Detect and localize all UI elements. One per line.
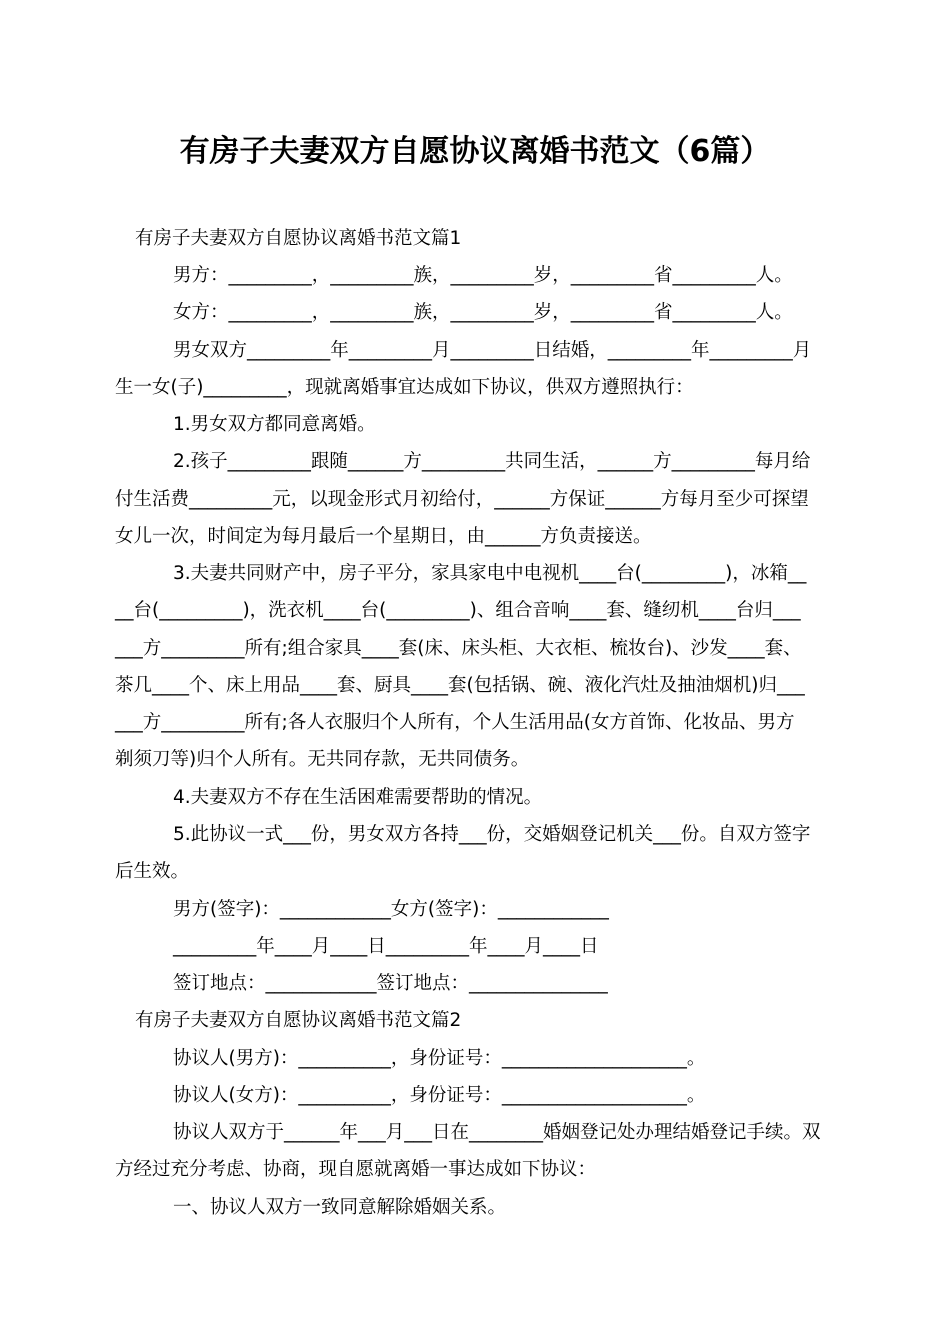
paragraph-line: 一、协议人双方一致同意解除婚姻关系。 (173, 1197, 507, 1218)
paragraph-line: 男女双方_________年_________月_________日结婚，_________年_________月 (173, 340, 812, 361)
paragraph-line: 茶几____个、床上用品____套、厨具____套(包括锅、碗、液化汽灶及抽油烟机)归___ (115, 675, 805, 696)
paragraph-line: 4.夫妻双方不存在生活困难需要帮助的情况。 (173, 787, 543, 808)
paragraph-line: 剃须刀等)归个人所有。无共同存款，无共同债务。 (115, 749, 530, 770)
paragraph-line: ___方_________所有;各人衣服归个人所有，个人生活用品(女方首饰、化妆品、男方 (115, 712, 795, 733)
paragraph-line: 5.此协议一式___份，男女双方各持___份，交婚姻登记机关___份。自双方签字 (173, 824, 811, 845)
paragraph-line: 协议人双方于______年___月___日在________婚姻登记处办理结婚登记手续。双 (173, 1122, 821, 1143)
paragraph-line: __台(_________)，洗衣机____台(_________)、组合音响____套、缝纫机____台归___ (115, 600, 801, 621)
paragraph-line: 女儿一次，时间定为每月最后一个星期日，由______方负责接送。 (115, 526, 652, 547)
paragraph-line: 协议人(男方)：__________，身份证号：____________________。 (173, 1048, 706, 1069)
paragraph-line: 女方：_________，_________族，_________岁，_________省_________人。 (173, 302, 793, 323)
paragraph-line: 1.男女双方都同意离婚。 (173, 414, 376, 435)
date-line: _________年____月____日_________年____月____日 (173, 936, 599, 957)
paragraph-line: 生一女(子)_________，现就离婚事宜达成如下协议，供双方遵照执行： (115, 377, 694, 398)
paragraph-line: 3.夫妻共同财产中，房子平分，家具家电中电视机____台(_________)，冰箱__ (173, 563, 807, 584)
section-heading: 有房子夫妻双方自愿协议离婚书范文篇1 (135, 228, 462, 249)
paragraph-line: ___方_________所有;组合家具____套(床、床头柜、大衣柜、梳妆台)、沙发____套、 (115, 638, 802, 659)
document-title: 有房子夫妻双方自愿协议离婚书范文（6篇） (179, 134, 771, 169)
paragraph-line: 方经过充分考虑、协商，现自愿就离婚一事达成如下协议： (115, 1159, 597, 1180)
paragraph-line: 男方：_________，_________族，_________岁，_________省_________人。 (173, 265, 793, 286)
paragraph-line: 后生效。 (115, 861, 190, 882)
signature-line: 男方(签字)：____________女方(签字)：____________ (173, 899, 609, 920)
section-heading: 有房子夫妻双方自愿协议离婚书范文篇2 (135, 1010, 462, 1031)
paragraph-line: 2.孩子_________跟随______方_________共同生活，______方_________每月给 (173, 451, 811, 472)
location-line: 签订地点：____________签订地点：_______________ (173, 973, 608, 994)
paragraph-line: 付生活费_________元，以现金形式月初给付，______方保证______方每月至少可探望 (115, 489, 809, 510)
paragraph-line: 协议人(女方)：__________，身份证号：____________________。 (173, 1085, 706, 1106)
